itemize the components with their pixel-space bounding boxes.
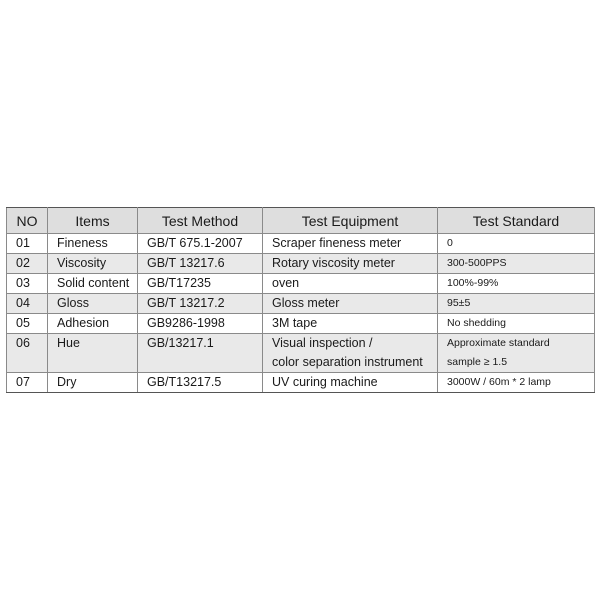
header-items: Items: [48, 208, 138, 234]
cell-standard: [438, 334, 595, 373]
header-test-method: Test Method: [138, 208, 263, 234]
table-row: [7, 254, 595, 274]
table-row: [7, 373, 595, 393]
header-test-standard: Test Standard: [438, 208, 595, 234]
cell-equipment: [263, 334, 438, 373]
cell-method: GB/T17235: [138, 274, 263, 294]
table-row: [7, 234, 595, 254]
cell-no: 05: [7, 314, 48, 334]
cell-no: 07: [7, 373, 48, 393]
cell-item: Viscosity: [48, 254, 138, 274]
cell-no: 03: [7, 274, 48, 294]
cell-item: Dry: [48, 373, 138, 393]
cell-standard: 0: [438, 234, 595, 254]
equipment-line: color separation instrument: [272, 355, 423, 369]
cell-equipment: 3M tape: [263, 314, 438, 334]
cell-item: Solid content: [48, 274, 138, 294]
cell-item: Gloss: [48, 294, 138, 314]
cell-method: GB/T 13217.6: [138, 254, 263, 274]
cell-standard: 95±5: [438, 294, 595, 314]
cell-item: Fineness: [48, 234, 138, 254]
cell-no: 01: [7, 234, 48, 254]
cell-method: GB/T 13217.2: [138, 294, 263, 314]
table-row: [7, 274, 595, 294]
standard-line: Approximate standard: [447, 337, 550, 349]
cell-no: 06: [7, 334, 48, 373]
cell-method: GB/13217.1: [138, 334, 263, 373]
table-row: [7, 294, 595, 314]
cell-item: Adhesion: [48, 314, 138, 334]
cell-no: 04: [7, 294, 48, 314]
standard-line: sample ≥ 1.5: [447, 356, 508, 368]
cell-item: Hue: [48, 334, 138, 373]
cell-equipment: oven: [263, 274, 438, 294]
table-row: [7, 314, 595, 334]
table-header-row: [7, 208, 595, 234]
cell-equipment: Rotary viscosity meter: [263, 254, 438, 274]
cell-standard: 100%-99%: [438, 274, 595, 294]
table-row: [7, 334, 595, 373]
cell-method: GB9286-1998: [138, 314, 263, 334]
test-spec-table: [6, 207, 595, 393]
cell-standard: No shedding: [438, 314, 595, 334]
cell-standard: 3000W / 60m * 2 lamp: [438, 373, 595, 393]
cell-no: 02: [7, 254, 48, 274]
cell-standard: 300-500PPS: [438, 254, 595, 274]
equipment-line: Visual inspection /: [272, 336, 373, 350]
cell-equipment: Scraper fineness meter: [263, 234, 438, 254]
cell-equipment: Gloss meter: [263, 294, 438, 314]
header-test-equipment: Test Equipment: [263, 208, 438, 234]
cell-equipment: UV curing machine: [263, 373, 438, 393]
cell-method: GB/T 675.1-2007: [138, 234, 263, 254]
cell-method: GB/T13217.5: [138, 373, 263, 393]
header-no: NO: [7, 208, 48, 234]
